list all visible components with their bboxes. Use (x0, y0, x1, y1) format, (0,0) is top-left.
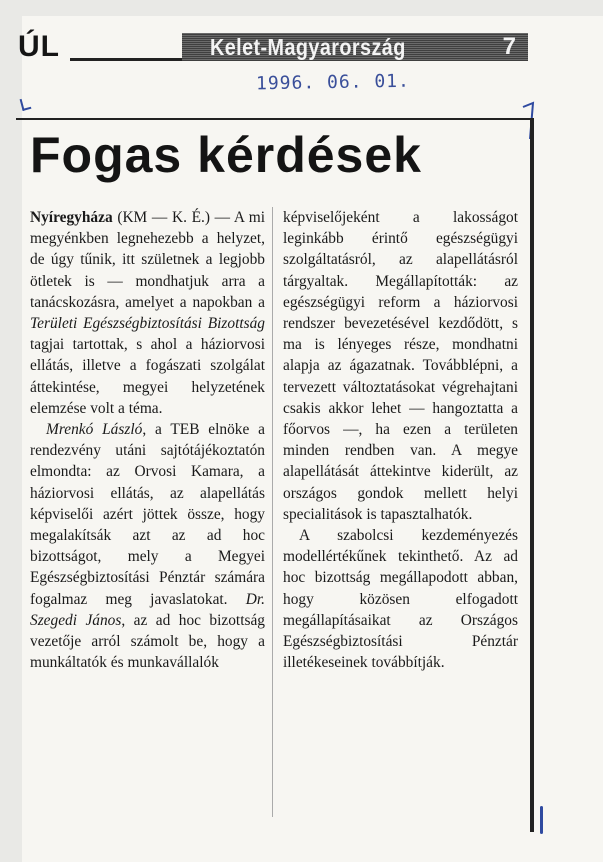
organization-name: Területi Egészségbiztosítási Bizottság (30, 315, 265, 333)
person-name: Mrenkó László (46, 421, 143, 439)
paragraph-2 (30, 419, 265, 673)
paragraph-2-text: , a TEB elnöke a rendezvény utáni sajtótájékoztatón elmondta: az Orvosi Kamara, a háziorvosi ellátás, az alapellátás képviselői azért jöttek össze, hogy megalakítsák azt az ad hoc bizottságot, mely a Megyei Egészségbiztosítási Pénztár számára fogalmaz meg javaslatokat. (30, 421, 265, 608)
paragraph-2-text-end: , az ad hoc bizottság vezetője arról számolt be, hogy a munkáltatók és munkavállalók (30, 611, 265, 672)
section-tag: ÚL (18, 30, 60, 63)
paragraph-4: A szabolcsi kezdeményezés modellértékűnek tekinthető. Az ad hoc bizottság megállapodott abban, hogy közösen elfogadott megállapításaikat az Országos Egészségbiztosítási Pénztár illetékeseinek továbbítják. (283, 527, 518, 672)
handwritten-date: 1996. 06. 01. (255, 70, 411, 95)
column-divider (272, 207, 273, 817)
paragraph-1 (30, 207, 265, 419)
paragraph-1-text: (KM — K. É.) — A mi megyénkben legnehezebb a helyzet, de úgy tűnik, itt születnek a legjobb ötletek is — mondhatjuk arra a tanácskozásra, amelyet a napokban a (30, 209, 265, 311)
paragraph-1-text-end: tagjai tartottak, s ahol a háziorvosi ellátás, illetve a fogászati szolgálat áttekintése, megyei helyzetének elemzése volt a téma. (30, 336, 265, 417)
paragraph-3: képviselőjeként a lakosságot leginkább érintő egészségügyi szolgáltatásról, az alapellátásról tárgyaltak. Megállapították: az egészségügyi reform a háziorvosi rendszer bevezetésével kezdődött, s ma is lényeges része, mondhatni alapja az ágazatnak. Továbblépni, a tervezett változtatásokat végrehajtani csakis akkor lehet — hangoztatta a főorvos —, ha ezen a területen minden rendben van. A megye alapellátását áttekintve kiderült, az országos gondok mellett helyi specialitások is tapasztalhatók. (283, 209, 518, 523)
header-rule (70, 58, 182, 61)
dateline: Nyíregyháza (30, 209, 113, 226)
pen-mark-bottom (540, 806, 543, 834)
person-name-2: Dr. Szegedi János (30, 590, 265, 629)
article-column-left (30, 207, 265, 673)
masthead-bar (182, 33, 528, 61)
page-number: 7 (502, 33, 516, 60)
article-headline: Fogas kérdések (30, 127, 422, 183)
article-column-right (283, 207, 518, 673)
publication-name: Kelet-Magyarország (210, 33, 406, 60)
